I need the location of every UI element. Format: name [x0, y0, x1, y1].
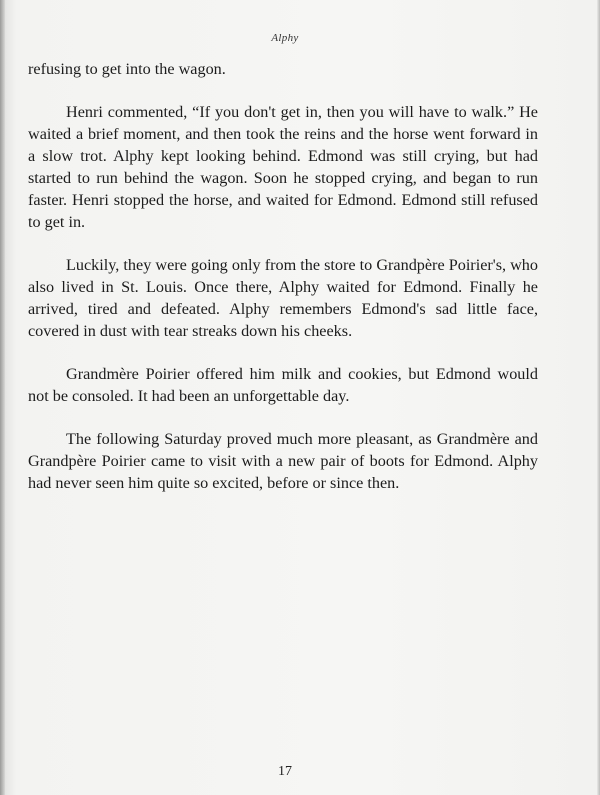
- paragraph-continuation: refusing to get into the wagon.: [28, 60, 226, 78]
- paragraph: The following Saturday proved much more pleasant, as Grandmère and Grandpère Poirier came to visit with a new pair of boots for Edmond. Alphy had never seen him quite so excited, before or since then.: [28, 430, 538, 492]
- paragraph: Grandmère Poirier offered him milk and cookies, but Edmond would not be consoled. It had been an unforgettable day.: [28, 365, 538, 405]
- paragraph: Luckily, they were going only from the store to Grandpère Poirier's, who also lived in St. Louis. Once there, Alphy waited for Edmond. Finally he arrived, tired and defeated. Alphy remembers Edmond's sad little face, covered in dust with tear streaks down his cheeks.: [28, 256, 538, 340]
- binding-gutter-shadow: [0, 0, 5, 795]
- running-head-title: Alphy: [271, 32, 299, 44]
- paragraph: Henri commented, “If you don't get in, then you will have to walk.” He waited a brief moment, and then took the reins and the horse went forward in a slow trot. Alphy kept looking behind. Edmond was still crying, but had started to run behind the wagon. Soon he stopped crying, and began to run faster. Henri stopped the horse, and waited for Edmond. Edmond still refused to get in.: [28, 103, 538, 231]
- page-number: 17: [278, 764, 292, 779]
- page-body-text: [28, 58, 538, 515]
